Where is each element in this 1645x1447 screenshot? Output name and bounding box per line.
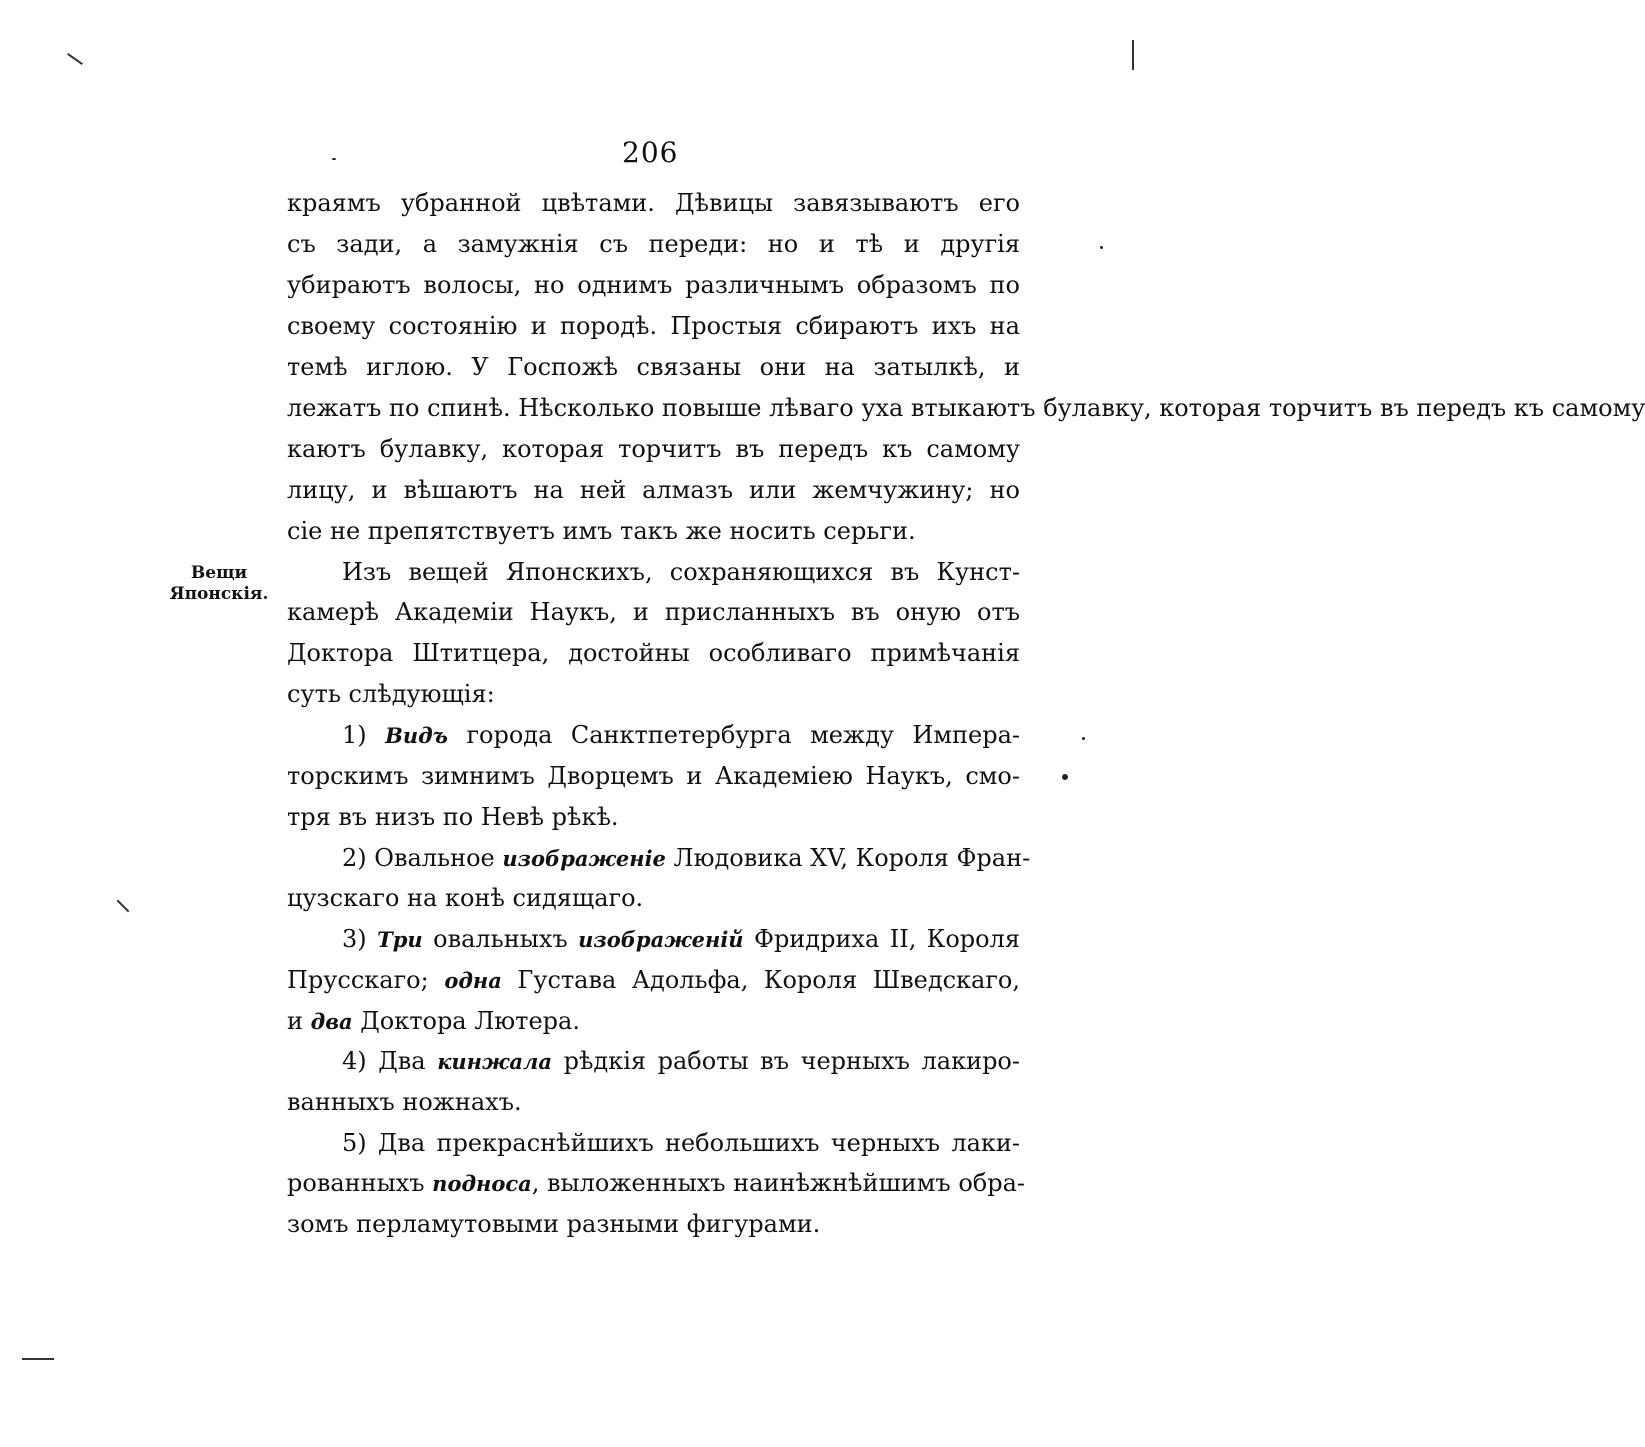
text-segment: камерѣ Академіи Наукъ, и присланныхъ въ оную отъ — [287, 598, 1020, 626]
italic-segment: изображеній — [578, 927, 744, 952]
scan-speck — [332, 158, 336, 160]
text-line — [287, 351, 1020, 383]
text-segment: овальныхъ — [422, 925, 579, 953]
italic-segment: одна — [444, 968, 502, 993]
text-line — [342, 923, 1020, 956]
text-line — [287, 1086, 522, 1118]
text-segment: суть слѣдующія: — [287, 680, 495, 708]
text-segment: своему состоянію и породѣ. Простыя сбираютъ ихъ на — [287, 312, 1020, 340]
text-segment: сіе не препятствуетъ имъ такъ же носить серьги. — [287, 517, 916, 545]
scan-speck — [1082, 737, 1085, 740]
text-segment: Доктора Штитцера, достойны особливаго примѣчанія — [287, 639, 1020, 667]
text-segment: рованныхъ — [287, 1169, 433, 1197]
text-line — [287, 964, 1020, 997]
text-line — [287, 474, 1020, 506]
text-line — [287, 760, 1020, 792]
text-segment: 2) Овальное — [342, 844, 503, 872]
scan-speck — [1100, 246, 1103, 249]
text-segment: торскимъ зимнимъ Дворцемъ и Академіею Наукъ, смо- — [287, 762, 1020, 790]
italic-segment: кинжала — [437, 1049, 552, 1074]
text-segment: , выложенныхъ наинѣжнѣйшимъ обра- — [531, 1169, 1026, 1197]
text-line — [287, 392, 1645, 424]
italic-segment: Три — [377, 927, 423, 952]
text-line — [287, 515, 916, 547]
text-segment: краямъ убранной цвѣтами. Дѣвицы завязываютъ его — [287, 189, 1020, 217]
text-segment: рѣдкія работы въ черныхъ лакиро- — [551, 1047, 1020, 1075]
italic-segment: подноса — [432, 1171, 532, 1196]
margin-note-line-2: Японскія. — [169, 584, 269, 604]
text-line — [287, 801, 619, 833]
italic-segment: Видъ — [385, 723, 448, 748]
text-line — [287, 433, 1020, 465]
margin-note-line-1: Вещи — [190, 563, 248, 583]
text-segment: Густава Адольфа, Короля Шведскаго, — [501, 966, 1020, 994]
text-line — [287, 1005, 580, 1038]
text-segment: 5) Два прекраснѣйшихъ небольшихъ черныхъ лаки- — [342, 1129, 1020, 1157]
italic-segment: изображеніе — [502, 846, 666, 871]
text-segment: съ зади, а замужнія съ переди: но и тѣ и другія — [287, 230, 1020, 258]
text-line — [342, 1127, 1020, 1159]
text-segment: 4) Два — [342, 1047, 438, 1075]
text-line — [287, 1208, 820, 1240]
text-line — [287, 637, 1020, 669]
text-line — [287, 882, 643, 914]
text-line — [342, 842, 1031, 875]
text-segment: лицу, и вѣшаютъ на ней алмазъ или жемчужину; но — [287, 476, 1020, 504]
text-line — [287, 228, 1020, 260]
text-segment: зомъ перламутовыми разными фигурами. — [287, 1210, 821, 1238]
text-segment: 1) — [342, 721, 386, 749]
scan-mark — [117, 900, 130, 913]
text-segment: лежатъ по спинѣ. Нѣсколько повыше лѣваго уха втыкаютъ булавку, которая торчитъ въ передъ къ самому — [287, 394, 1645, 422]
text-line — [287, 596, 1020, 628]
text-segment: 3) — [342, 925, 378, 953]
text-segment: города Санктпетербурга между Импера- — [448, 721, 1021, 749]
text-segment: и — [287, 1007, 311, 1035]
text-segment: убираютъ волосы, но однимъ различнымъ образомъ по — [287, 271, 1020, 299]
page-number: 206 — [622, 136, 679, 169]
scan-mark — [1132, 40, 1134, 70]
scan-speck — [1062, 774, 1068, 780]
text-line — [342, 1045, 1020, 1078]
text-line — [342, 556, 1020, 588]
italic-segment: два — [310, 1009, 353, 1034]
text-segment: каютъ булавку, которая торчитъ въ передъ къ самому — [287, 435, 1020, 463]
text-segment: темѣ иглою. У Госпожѣ связаны они на затылкѣ, и — [287, 353, 1020, 381]
text-segment: Доктора Лютера. — [352, 1007, 580, 1035]
margin-note — [160, 563, 278, 605]
text-line — [287, 310, 1020, 342]
text-line — [287, 269, 1020, 301]
text-line — [287, 1167, 1026, 1200]
text-line — [287, 187, 1020, 219]
scan-mark — [22, 1358, 54, 1360]
scan-mark — [67, 53, 83, 65]
text-line — [287, 678, 495, 710]
text-segment: Фридриха II, Короля — [743, 925, 1020, 953]
text-segment: цузскаго на конѣ сидящаго. — [287, 884, 644, 912]
text-line — [342, 719, 1020, 752]
text-segment: Прусскаго; — [287, 966, 445, 994]
text-segment: тря въ низъ по Невѣ рѣкѣ. — [287, 803, 619, 831]
text-segment: ванныхъ ножнахъ. — [287, 1088, 522, 1116]
text-segment: Людовика XV, Короля Фран- — [665, 844, 1031, 872]
text-segment: Изъ вещей Японскихъ, сохраняющихся въ Кунст- — [342, 558, 1020, 586]
